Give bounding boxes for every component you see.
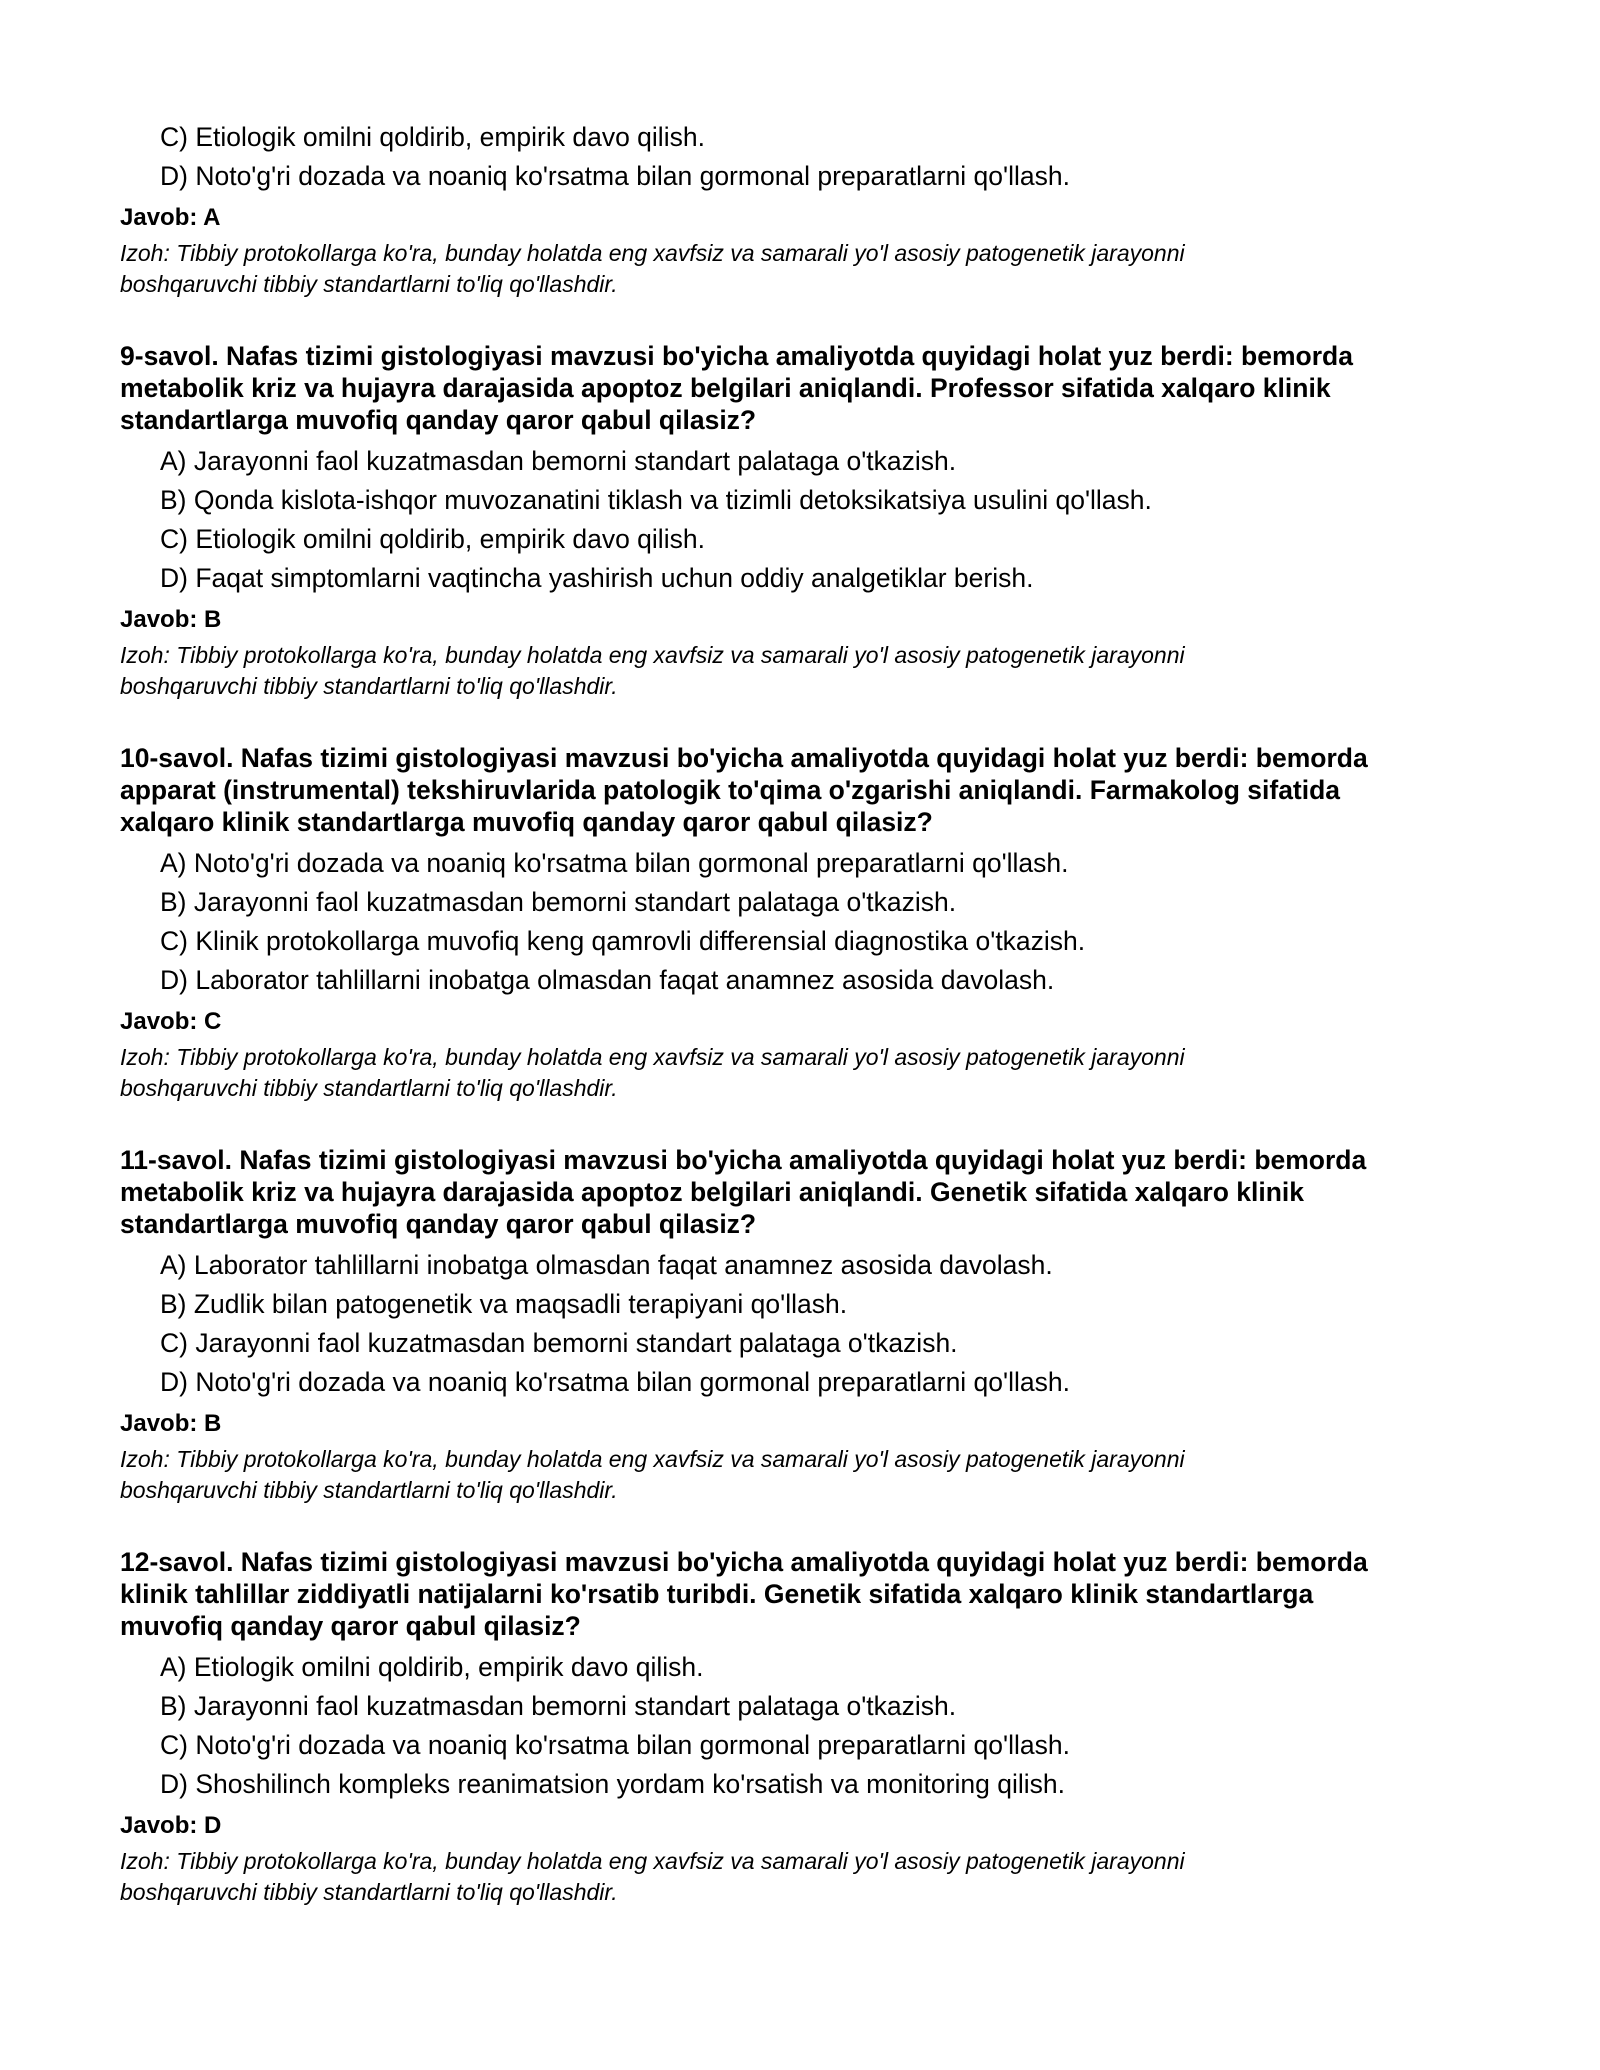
explanation-note <box>120 1042 1500 1104</box>
previous-question-continuation <box>120 118 1500 300</box>
question-line: metabolik kriz va hujayra darajasida apoptoz belgilari aniqlandi. Professor sifatida xalqaro klinik <box>120 373 1331 403</box>
question-line: 10-savol. Nafas tizimi gistologiyasi mavzusi bo'yicha amaliyotda quyidagi holat yuz berdi: bemorda <box>120 743 1368 773</box>
question-block-9 <box>120 340 1500 702</box>
explanation-note <box>120 1846 1500 1908</box>
question-text <box>120 1546 1500 1642</box>
question-line: standartlarga muvofiq qanday qaror qabul qilasiz? <box>120 405 757 435</box>
option-c: C) Noto'g'ri dozada va noaniq ko'rsatma bilan gormonal preparatlarni qo'llash. <box>160 1730 1070 1760</box>
question-line: 12-savol. Nafas tizimi gistologiyasi mavzusi bo'yicha amaliyotda quyidagi holat yuz berdi: bemorda <box>120 1547 1368 1577</box>
note-line: boshqaruvchi tibbiy standartlarni to'liq qo'llashdir. <box>120 271 618 297</box>
option-list <box>120 118 1500 196</box>
answer-label: Javob: D <box>120 1812 222 1839</box>
question-line: muvofiq qanday qaror qabul qilasiz? <box>120 1611 581 1641</box>
note-line: Izoh: Tibbiy protokollarga ko'ra, bunday holatda eng xavfsiz va samarali yo'l asosiy patogenetik jarayonni <box>120 1044 1185 1070</box>
option-d: D) Noto'g'ri dozada va noaniq ko'rsatma bilan gormonal preparatlarni qo'llash. <box>160 161 1070 191</box>
document-page <box>120 118 1500 1908</box>
question-block-12 <box>120 1546 1500 1908</box>
question-text <box>120 340 1500 436</box>
explanation-note <box>120 238 1500 300</box>
option-d: D) Laborator tahlillarni inobatga olmasdan faqat anamnez asosida davolash. <box>160 965 1055 995</box>
option-b: B) Jarayonni faol kuzatmasdan bemorni standart palataga o'tkazish. <box>160 887 957 917</box>
option-a: A) Noto'g'ri dozada va noaniq ko'rsatma bilan gormonal preparatlarni qo'llash. <box>160 848 1069 878</box>
question-line: 11-savol. Nafas tizimi gistologiyasi mavzusi bo'yicha amaliyotda quyidagi holat yuz berdi: bemorda <box>120 1145 1367 1175</box>
answer-label: Javob: B <box>120 606 222 633</box>
note-line: boshqaruvchi tibbiy standartlarni to'liq qo'llashdir. <box>120 1075 618 1101</box>
option-c: C) Etiologik omilni qoldirib, empirik davo qilish. <box>160 122 705 152</box>
option-list <box>120 844 1500 1000</box>
question-line: metabolik kriz va hujayra darajasida apoptoz belgilari aniqlandi. Genetik sifatida xalqaro klinik <box>120 1177 1305 1207</box>
note-line: Izoh: Tibbiy protokollarga ko'ra, bunday holatda eng xavfsiz va samarali yo'l asosiy patogenetik jarayonni <box>120 1446 1185 1472</box>
option-b: B) Jarayonni faol kuzatmasdan bemorni standart palataga o'tkazish. <box>160 1691 957 1721</box>
option-b: B) Qonda kislota-ishqor muvozanatini tiklash va tizimli detoksikatsiya usulini qo'llash. <box>160 485 1152 515</box>
option-list <box>120 1246 1500 1402</box>
option-c: C) Etiologik omilni qoldirib, empirik davo qilish. <box>160 524 705 554</box>
question-text <box>120 742 1500 838</box>
answer-label: Javob: A <box>120 204 221 231</box>
option-d: D) Shoshilinch kompleks reanimatsion yordam ko'rsatish va monitoring qilish. <box>160 1769 1065 1799</box>
option-list <box>120 1648 1500 1804</box>
note-line: Izoh: Tibbiy protokollarga ko'ra, bunday holatda eng xavfsiz va samarali yo'l asosiy patogenetik jarayonni <box>120 240 1185 266</box>
question-line: klinik tahlillar ziddiyatli natijalarni ko'rsatib turibdi. Genetik sifatida xalqaro klinik standartlarga <box>120 1579 1314 1609</box>
note-line: Izoh: Tibbiy protokollarga ko'ra, bunday holatda eng xavfsiz va samarali yo'l asosiy patogenetik jarayonni <box>120 642 1185 668</box>
answer-label: Javob: B <box>120 1410 222 1437</box>
question-text <box>120 1144 1500 1240</box>
option-b: B) Zudlik bilan patogenetik va maqsadli terapiyani qo'llash. <box>160 1289 848 1319</box>
option-a: A) Jarayonni faol kuzatmasdan bemorni standart palataga o'tkazish. <box>160 446 957 476</box>
question-line: 9-savol. Nafas tizimi gistologiyasi mavzusi bo'yicha amaliyotda quyidagi holat yuz berdi: bemorda <box>120 341 1353 371</box>
note-line: boshqaruvchi tibbiy standartlarni to'liq qo'llashdir. <box>120 1879 618 1905</box>
question-block-11 <box>120 1144 1500 1506</box>
option-a: A) Laborator tahlillarni inobatga olmasdan faqat anamnez asosida davolash. <box>160 1250 1053 1280</box>
option-list <box>120 442 1500 598</box>
question-line: xalqaro klinik standartlarga muvofiq qanday qaror qabul qilasiz? <box>120 807 933 837</box>
answer-label: Javob: C <box>120 1008 222 1035</box>
explanation-note <box>120 1444 1500 1506</box>
question-block-10 <box>120 742 1500 1104</box>
question-line: standartlarga muvofiq qanday qaror qabul qilasiz? <box>120 1209 757 1239</box>
note-line: Izoh: Tibbiy protokollarga ko'ra, bunday holatda eng xavfsiz va samarali yo'l asosiy patogenetik jarayonni <box>120 1848 1185 1874</box>
option-c: C) Jarayonni faol kuzatmasdan bemorni standart palataga o'tkazish. <box>160 1328 958 1358</box>
note-line: boshqaruvchi tibbiy standartlarni to'liq qo'llashdir. <box>120 1477 618 1503</box>
note-line: boshqaruvchi tibbiy standartlarni to'liq qo'llashdir. <box>120 673 618 699</box>
option-d: D) Faqat simptomlarni vaqtincha yashirish uchun oddiy analgetiklar berish. <box>160 563 1034 593</box>
explanation-note <box>120 640 1500 702</box>
option-c: C) Klinik protokollarga muvofiq keng qamrovli differensial diagnostika o'tkazish. <box>160 926 1086 956</box>
option-a: A) Etiologik omilni qoldirib, empirik davo qilish. <box>160 1652 704 1682</box>
question-line: apparat (instrumental) tekshiruvlarida patologik to'qima o'zgarishi aniqlandi. Farmakolog sifatida <box>120 775 1341 805</box>
option-d: D) Noto'g'ri dozada va noaniq ko'rsatma bilan gormonal preparatlarni qo'llash. <box>160 1367 1070 1397</box>
